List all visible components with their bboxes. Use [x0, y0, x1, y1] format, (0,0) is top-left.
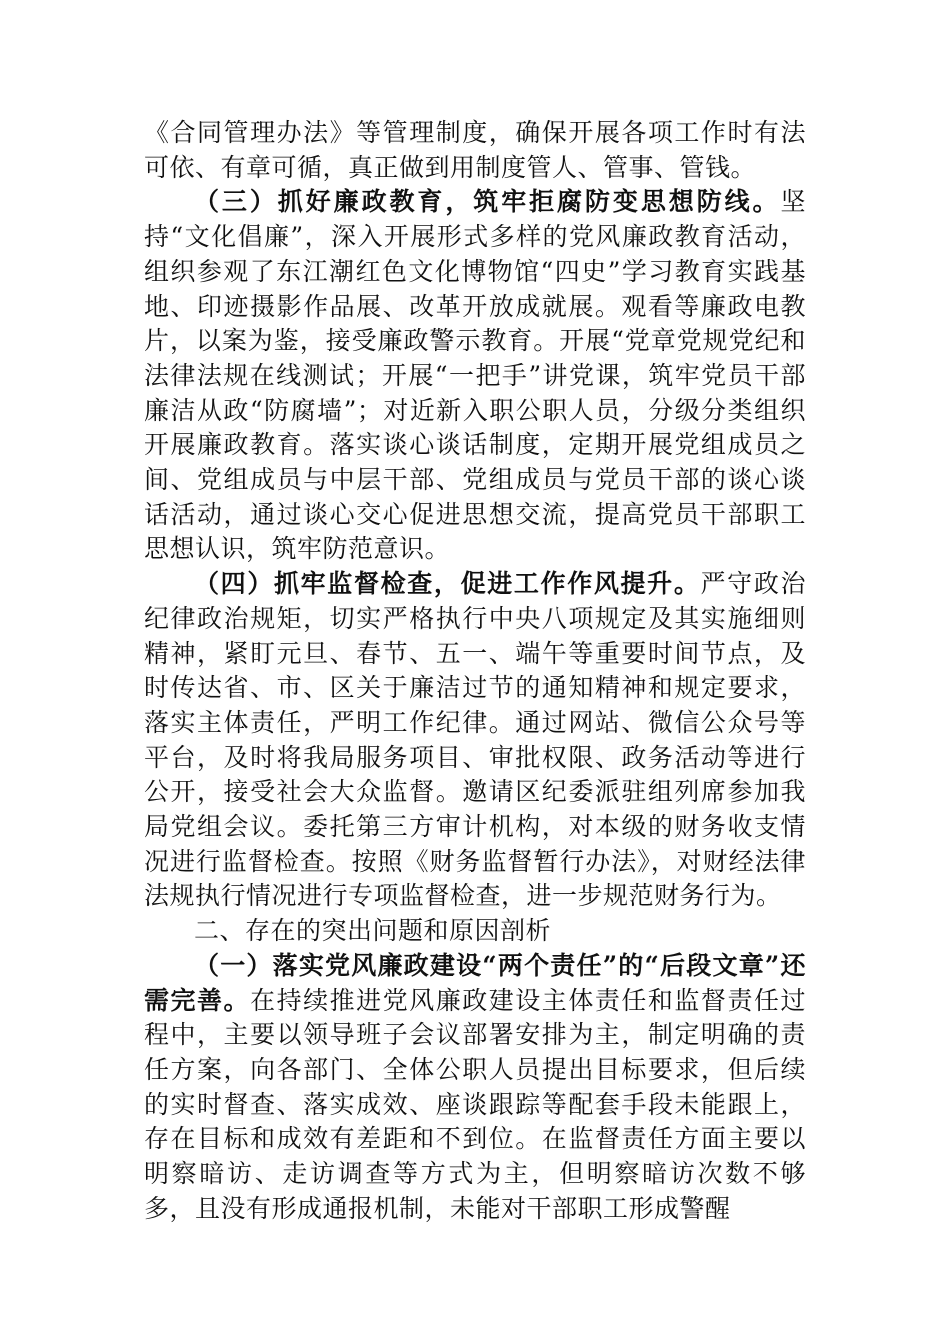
- problem-lead-1: （一）落实党风廉政建设“两个责任”的“后段文章”还需完善。: [144, 950, 806, 1015]
- paragraph-integrity-education: [144, 185, 806, 567]
- heading-problems-analysis: 二、存在的突出问题和原因剖析: [194, 916, 552, 946]
- section-body-3: 坚持“文化倡廉”，深入开展形式多样的党风廉政教育活动，组织参观了东江潮红色文化博物馆“四史”学习教育实践基地、印迹摄影作品展、改革开放成就展。观看等廉政电教片，以案为鉴，接受廉政警示教育。开展“党章党规党纪和法律法规在线测试；开展“一把手”讲党课，筑牢党员干部廉洁从政“防腐墙”；对近新入职公职人员，分级分类组织开展廉政教育。落实谈心谈话制度，定期开展党组成员之间、党组成员与中层干部、党组成员与党员干部的谈心谈话活动，通过谈心交心促进思想交流，提高党员干部职工思想认识，筑牢防范意识。: [144, 187, 806, 564]
- problem-body-1: 在持续推进党风廉政建设主体责任和监督责任过程中，主要以领导班子会议部署安排为主，制定明确的责任方案，向各部门、全体公职人员提出目标要求，但后续的实时督查、落实成效、座谈跟踪等配套手段未能跟上，存在目标和成效有差距和不到位。在监督责任方面主要以明察暗访、走访调查等方式为主，但明察暗访次数不够多，且没有形成通报机制，未能对干部职工形成警醒: [144, 985, 806, 1223]
- section-lead-4: （四）抓牢监督检查，促进工作作风提升。: [194, 569, 701, 599]
- paragraph-two-responsibilities: [144, 949, 806, 1227]
- paragraph-contract-rules: 《合同管理办法》等管理制度，确保开展各项工作时有法可依、有章可循，真正做到用制度管人、管事、管钱。: [144, 118, 806, 182]
- section-body-4: 严守政治纪律政治规矩，切实严格执行中央八项规定及其实施细则精神，紧盯元旦、春节、五一、端午等重要时间节点，及时传达省、市、区关于廉洁过节的通知精神和规定要求，落实主体责任，严明工作纪律。通过网站、微信公众号等平台，及时将我局服务项目、审批权限、政务活动等进行公开，接受社会大众监督。邀请区纪委派驻组列席参加我局党组会议。委托第三方审计机构，对本级的财务收支情况进行监督检查。按照《财务监督暂行办法》，对财经法律法规执行情况进行专项监督检查，进一步规范财务行为。: [144, 569, 806, 911]
- document-body: [144, 116, 806, 1227]
- section-lead-3: （三）抓好廉政教育，筑牢拒腐防变思想防线。: [194, 187, 781, 217]
- paragraph-supervision: [144, 567, 806, 914]
